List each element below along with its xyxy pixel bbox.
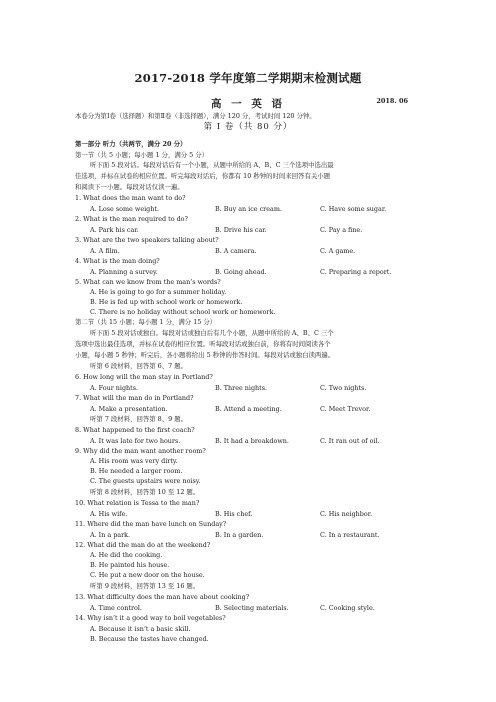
option-a: A. In a park. (90, 531, 131, 539)
material-note: 听第 6 段材料，回答第 6、7 题。 (90, 362, 188, 370)
option-c: C. It ran out of oil. (320, 437, 380, 445)
material-note: 听第 8 段材料，回答第 10 至 12 题。 (90, 488, 200, 496)
question-13: 13. What difficulty does the man have about cooking? (75, 593, 250, 601)
option-b: B. Attend a meeting. (215, 405, 282, 413)
option-c: C. He put a new door on the house. (90, 571, 205, 579)
option-a: A. A film. (90, 247, 120, 255)
section1-instruction: 听下面 5 段对话。每段对话后有一个小题，从题中所给的 A、B、C 三个选项中选出最 (90, 161, 334, 169)
option-a: A. Four nights. (90, 384, 139, 392)
option-a: A. His room was very dirty. (90, 457, 178, 465)
option-a: A. His wife. (90, 510, 128, 518)
question-10: 10. What relation is Tessa to the man? (75, 499, 200, 507)
exam-intro: 本卷分为第Ⅰ卷（选择题）和第Ⅱ卷（非选择题），满分 120 分，考试时间 120 分钟。 (75, 112, 316, 120)
option-b: B. Because the tastes have changed. (90, 635, 209, 643)
question-12: 12. What did the man do at the weekend? (75, 541, 211, 549)
question-11: 11. Where did the man have lunch on Sunday? (75, 520, 227, 528)
section2-heading: 第二节（共 15 小题；每小题 1 分，满分 15 分） (75, 318, 217, 326)
question-3: 3. What are the two speakers talking about? (75, 236, 219, 244)
option-b: B. Drive his car. (215, 226, 267, 234)
option-c: C. Cooking style. (320, 604, 375, 612)
option-a: A. He did the cooking. (90, 551, 163, 559)
option-c: C. The guests upstairs were noisy. (90, 477, 201, 485)
option-b: B. He needed a larger room. (90, 467, 183, 475)
volume-heading: 第 Ⅰ 卷（共 80 分） (203, 122, 293, 132)
question-5: 5. What can we know from the man’s words? (75, 278, 221, 286)
section2-instruction: 听下面 5 段对话或独白。每段对话或独白后有几个小题，从题中所给的 A、B、C 三个 (90, 329, 334, 337)
option-b: B. He painted his house. (90, 561, 170, 569)
material-note: 听第 9 段材料，回答第 13 至 16 题。 (90, 582, 200, 590)
section2-instruction: 选项中选出最佳选项，并标在试卷的相应位置。听每段对话或独白前，你将有时间阅读各个 (75, 340, 331, 348)
question-8: 8. What happened to the first coach? (75, 426, 195, 434)
question-7: 7. What will the man do in Portland? (75, 394, 194, 402)
option-b: B. Buy an ice cream. (215, 205, 282, 213)
option-a: A. Time control. (90, 604, 142, 612)
option-b: B. Going ahead. (215, 268, 267, 276)
option-c: C. Two nights. (320, 384, 367, 392)
section1-instruction: 和阅读下一小题。每段对话仅读一遍。 (75, 183, 184, 191)
question-9: 9. Why did the man want another room? (75, 447, 206, 455)
option-c: C. In a restaurant. (320, 531, 380, 539)
question-4: 4. What is the man doing? (75, 257, 160, 265)
option-c: C. Meet Trevor. (320, 405, 371, 413)
option-a: A. Lose some weight. (90, 205, 159, 213)
section1-instruction: 佳选项，并标在试卷的相应位置。听完每段对话后，你都有 10 秒钟的时间来回答有关小题 (75, 172, 331, 180)
option-c: C. There is no holiday without school work or homework. (90, 308, 276, 316)
question-6: 6. How long will the man stay in Portland? (75, 373, 213, 381)
exam-subtitle: 高 一 英 语 (211, 98, 285, 110)
question-2: 2. What is the man required to do? (75, 215, 188, 223)
option-c: C. His neighbor. (320, 510, 373, 518)
option-b: B. He is fed up with school work or homework. (90, 298, 243, 306)
option-c: C. Have some sugar. (320, 205, 387, 213)
question-1: 1. What does the man want to do? (75, 194, 186, 202)
exam-date: 2018. 06 (376, 97, 408, 105)
question-14: 14. Why isn’t it a good way to boil vegetables? (75, 614, 226, 622)
section2-instruction: 小题，每小题 5 秒钟；听完后，各小题将给出 5 秒钟的作答时间。每段对话或独白读两遍。 (75, 351, 335, 359)
option-c: C. Pay a fine. (320, 226, 363, 234)
exam-title: 2017-2018 学年度第二学期期末检测试题 (134, 71, 362, 85)
option-b: B. In a garden. (215, 531, 264, 539)
option-b: B. His chef. (215, 510, 253, 518)
part1-heading: 第一部分 听力（共两节，满分 20 分） (75, 140, 187, 148)
option-a: A. It was late for two hours. (90, 437, 181, 445)
material-note: 听第 7 段材料，回答第 8、9 题。 (90, 415, 188, 423)
option-c: C. A game. (320, 247, 356, 255)
option-b: B. A camera. (215, 247, 257, 255)
option-b: B. It had a breakdown. (215, 437, 289, 445)
option-a: A. Because it isn’t a basic skill. (90, 625, 191, 633)
option-a: A. Planning a survey. (90, 268, 158, 276)
option-b: B. Three nights. (215, 384, 268, 392)
option-a: A. He is going to go for a summer holiday. (90, 288, 227, 296)
option-a: A. Park his car. (90, 226, 139, 234)
option-a: A. Make a presentation. (90, 405, 168, 413)
section1-heading: 第一节（共 5 小题；每小题 1 分，满分 5 分） (75, 151, 209, 159)
option-c: C. Preparing a report. (320, 268, 392, 276)
option-b: B. Selecting materials. (215, 604, 289, 612)
